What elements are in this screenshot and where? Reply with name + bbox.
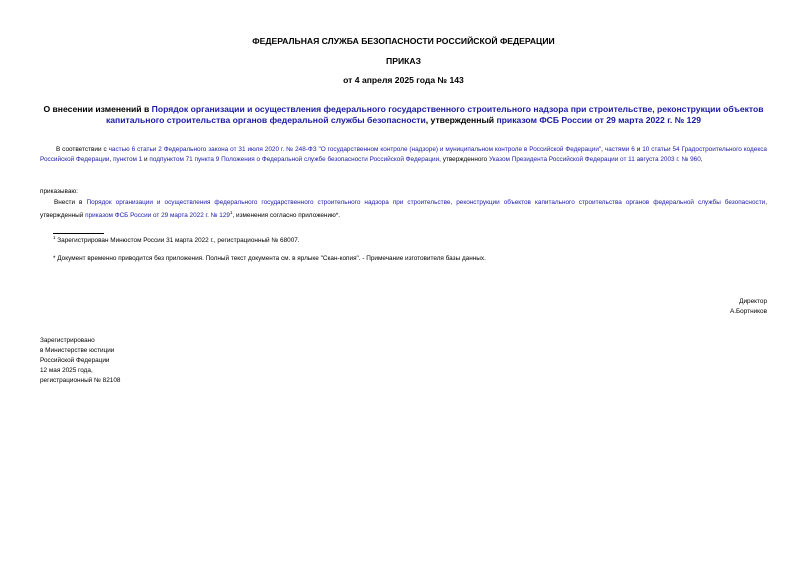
registration-number: регистрационный № 82108 — [40, 377, 121, 384]
preamble-text: , — [109, 156, 112, 163]
link-fsb-regulation[interactable]: подпунктом 71 пункта 9 Положения о Федеральной службе безопасности Российской Федерации — [149, 156, 440, 163]
title-link-order[interactable]: приказом ФСБ России от 29 марта 2022 г. № 129 — [496, 115, 702, 125]
link-procedure[interactable]: Порядок организации и осуществления федерального государственного строительного надзора при строительстве, реконструкции объектов капитального строительства органов федеральной службы безопасности — [86, 199, 766, 206]
footnote-mark: 1 — [53, 235, 56, 240]
doc-date-number: от 4 апреля 2025 года № 143 — [343, 75, 464, 85]
registration-block — [40, 336, 120, 386]
footnote-editor-note: * Документ временно приводится без приложения. Полный текст документа см. в ярлыке "Скан-копия". - Примечание изготовителя базы данных. — [53, 255, 486, 262]
title-middle: , утвержденный — [425, 115, 495, 125]
link-point-1[interactable]: пунктом 1 — [113, 156, 143, 163]
registration-line: в Министерстве юстиции — [40, 347, 115, 354]
link-article-54-urban-code[interactable]: 10 статьи 54 Градостроительного кодекса Российской Федерации — [40, 146, 767, 163]
preamble-text: , — [601, 146, 603, 153]
link-presidential-decree-960[interactable]: Указом Президента Российской Федерации от 11 августа 2003 г. № 960 — [488, 156, 701, 163]
agency-heading: ФЕДЕРАЛЬНАЯ СЛУЖБА БЕЗОПАСНОСТИ РОССИЙСКОЙ ФЕДЕРАЦИИ — [252, 36, 555, 46]
order-text: , изменения согласно приложению*. — [232, 212, 341, 220]
footnote-1 — [53, 233, 300, 246]
order-text: Внести в — [54, 199, 83, 206]
order-paragraph — [40, 198, 767, 221]
preamble-text: , — [700, 156, 703, 163]
preamble-paragraph — [40, 145, 767, 165]
signature-block — [560, 297, 767, 317]
preamble-text: и — [144, 156, 148, 163]
link-federal-law-248[interactable]: частью 6 статьи 2 Федерального закона от 31 июля 2020 г. № 248-ФЗ "О государственном контроле (надзоре) и муниципальном контроле в Российской Федерации" — [108, 146, 602, 153]
doc-type-heading: ПРИКАЗ — [386, 56, 421, 66]
registration-date: 12 мая 2025 года, — [40, 367, 93, 374]
title-prefix: О внесении изменений в — [43, 104, 150, 114]
link-parts-6[interactable]: частями 6 — [604, 146, 635, 153]
preamble-text: В соответствии с — [56, 146, 107, 153]
footnote-text: Зарегистрирован Минюстом России 31 марта 2022 г., регистрационный № 68007. — [57, 237, 300, 245]
link-fsb-order-129[interactable]: приказом ФСБ России от 29 марта 2022 г. № 129 — [85, 212, 230, 220]
order-text: , утвержденный — [40, 199, 767, 220]
registration-line: Российской Федерации — [40, 357, 110, 364]
preamble-text: , утвержденного — [439, 156, 488, 163]
preamble-text: и — [636, 146, 641, 153]
doc-title — [40, 104, 767, 126]
order-word: приказываю: — [40, 188, 78, 195]
signatory-position: Директор — [739, 298, 767, 305]
registration-line: Зарегистрировано — [40, 337, 95, 344]
footnote-ref[interactable]: 1 — [229, 210, 233, 215]
signatory-name: А.Бортников — [729, 308, 767, 315]
title-link-procedure[interactable]: Порядок организации и осуществления федерального государственного строительного надзора при строительстве, реконструкции объектов капитального строительства органов федеральной службы безопасности — [105, 104, 764, 125]
